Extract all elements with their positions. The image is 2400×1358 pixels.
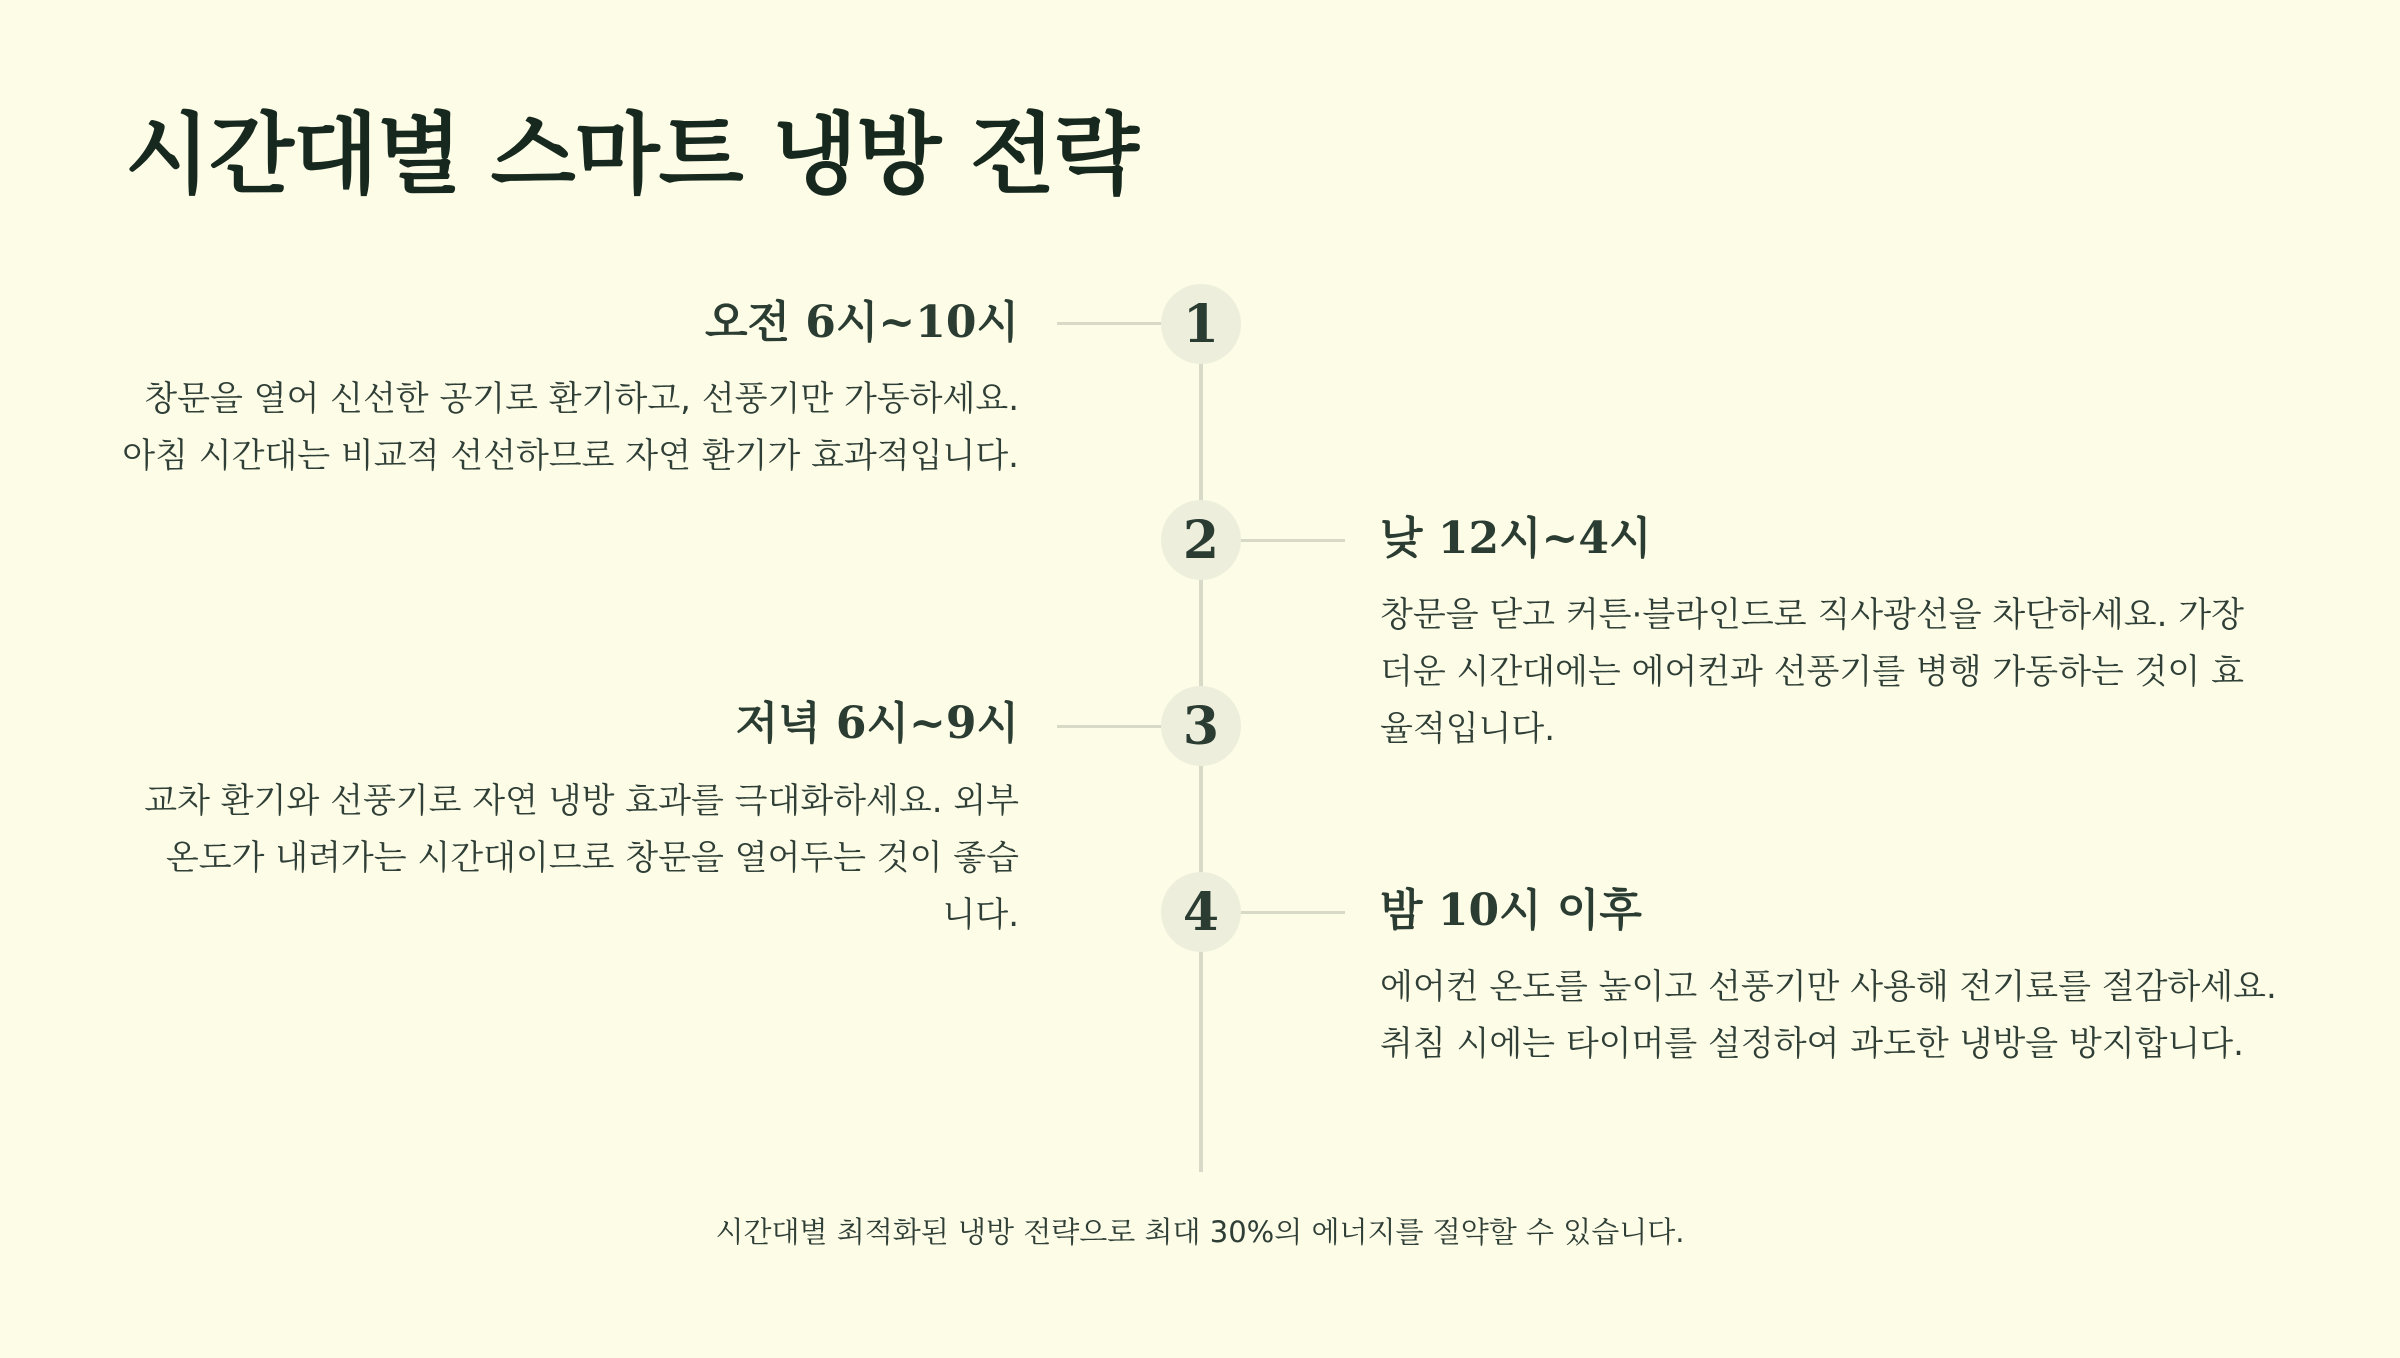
step-3-description: 교차 환기와 선풍기로 자연 냉방 효과를 극대화하세요. 외부 온도가 내려가는 시간대이므로 창문을 열어두는 것이 좋습니다.	[144, 781, 1019, 935]
footer-note: 시간대별 최적화된 냉방 전략으로 최대 30%의 에너지를 절약할 수 있습니다.	[715, 1215, 1685, 1249]
step-1-number-badge: 1	[1161, 284, 1241, 364]
step-2-title: 낮 12시~4시	[1380, 513, 1652, 564]
step-3-title: 저녁 6시~9시	[735, 698, 1019, 749]
step-2-description: 창문을 닫고 커튼·블라인드로 직사광선을 차단하세요. 가장 더운 시간대에는 에어컨과 선풍기를 병행 가동하는 것이 효율적입니다.	[1380, 595, 2244, 749]
step-3-connector	[1057, 725, 1163, 728]
step-1-description: 창문을 열어 신선한 공기로 환기하고, 선풍기만 가동하세요. 아침 시간대는 비교적 선선하므로 자연 환기가 효과적입니다.	[122, 379, 1019, 476]
step-3-number-badge: 3	[1161, 686, 1241, 766]
step-1-title: 오전 6시~10시	[704, 297, 1019, 348]
step-1-connector	[1057, 322, 1163, 325]
step-2-connector	[1239, 539, 1345, 542]
step-2-number-badge: 2	[1161, 500, 1241, 580]
step-4-description: 에어컨 온도를 높이고 선풍기만 사용해 전기료를 절감하세요. 취침 시에는 타이머를 설정하여 과도한 냉방을 방지합니다.	[1380, 967, 2277, 1064]
step-4-title: 밤 10시 이후	[1380, 885, 1642, 936]
page-title: 시간대별 스마트 냉방 전략	[125, 103, 1138, 206]
step-4-number-badge: 4	[1161, 872, 1241, 952]
step-4-connector	[1239, 911, 1345, 914]
